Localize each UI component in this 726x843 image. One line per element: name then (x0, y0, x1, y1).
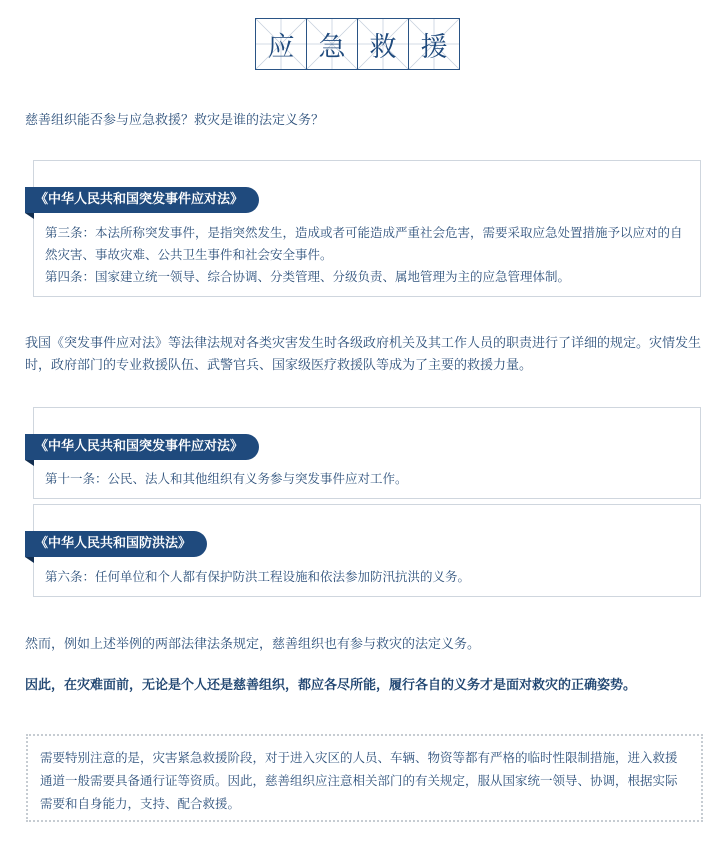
title-char: 援 (420, 31, 448, 63)
law-article: 第六条：任何单位和个人都有保护防洪工程设施和依法参加防汛抗洪的义务。 (45, 569, 471, 584)
title-char-cell (408, 18, 460, 70)
title-char: 应 (267, 31, 295, 63)
law-article: 第十一条：公民、法人和其他组织有义务参与突发事件应对工作。 (45, 471, 408, 486)
notice-box: 需要特别注意的是，灾害紧急救援阶段，对于进入灾区的人员、车辆、物资等都有严格的临时性限制措施，进入救援通道一般需要具备通行证等资质。因此，慈善组织应注意相关部门的有关规定，服从国家统一领导、协调，根据实际需要和自身能力，支持、配合救援。 (26, 734, 703, 822)
law-tag: 《中华人民共和国突发事件应对法》 (25, 434, 259, 460)
title-char: 急 (318, 31, 346, 63)
law-tag: 《中华人民共和国防洪法》 (25, 531, 207, 557)
law-article: 第四条：国家建立统一领导、综合协调、分类管理、分级负责、属地管理为主的应急管理体制。 (45, 269, 571, 284)
title-char-cell (357, 18, 409, 70)
title-char-cell (306, 18, 358, 70)
law-box-emergency-response-1 (33, 160, 701, 297)
law-box-emergency-response-2 (33, 407, 701, 499)
body-paragraph: 然而，例如上述举例的两部法律法条规定，慈善组织也有参与救灾的法定义务。 (25, 637, 481, 652)
law-tag: 《中华人民共和国突发事件应对法》 (25, 187, 259, 213)
intro-question: 慈善组织能否参与应急救援？救灾是谁的法定义务？ (25, 113, 325, 128)
title-char-cell (255, 18, 307, 70)
law-article: 第三条：本法所称突发事件，是指突然发生，造成或者可能造成严重社会危害，需要采取应急处置措施予以应对的自然灾害、事故灾难、公共卫生事件和社会安全事件。 (45, 225, 683, 262)
page-title (256, 18, 460, 70)
body-paragraph: 我国《突发事件应对法》等法律法规对各类灾害发生时各级政府机关及其工作人员的职责进行了详细的规定。灾情发生时，政府部门的专业救援队伍、武警官兵、国家级医疗救援队等成为了主要的救援力量。 (25, 336, 702, 373)
law-box-flood-control (33, 504, 701, 597)
conclusion-paragraph: 因此，在灾难面前，无论是个人还是慈善组织，都应各尽所能，履行各自的义务才是面对救灾的正确姿势。 (25, 678, 637, 693)
title-char: 救 (369, 31, 397, 63)
